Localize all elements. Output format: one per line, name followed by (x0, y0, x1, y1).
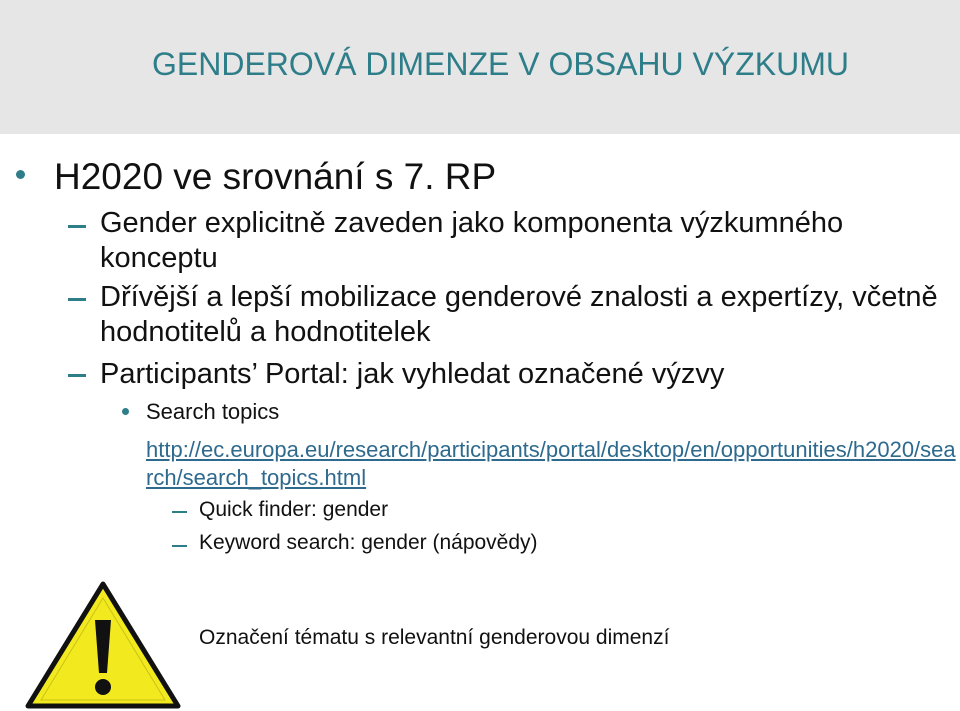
search-topics-label: Search topics (146, 399, 280, 424)
dash-icon (172, 545, 187, 547)
dash-icon (68, 298, 86, 301)
bullet-level1: H2020 ve srovnání s 7. RP (54, 156, 497, 197)
dash-icon (68, 225, 86, 228)
bullet-icon (122, 408, 129, 415)
sub-item-gender-explicit: Gender explicitně zaveden jako komponenta výzkumného konceptu (100, 207, 844, 274)
keyword-search-item: Keyword search: gender (nápovědy) (199, 531, 538, 554)
sub-item-mobilization: Dřívější a lepší mobilizace genderové znalosti a expertízy, včetně hodnotitelů a hodnotitelek (100, 281, 938, 348)
search-topics-link[interactable]: http://ec.europa.eu/research/participants/portal/desktop/en/opportunities/h2020/search/search_topics.html (146, 437, 956, 490)
sub-item-participants-portal: Participants’ Portal: jak vyhledat označené výzvy (100, 358, 725, 390)
search-topics-link-wrap (146, 436, 956, 492)
warning-icon (22, 578, 184, 710)
gender-dimension-note: Označení tématu s relevantní genderovou dimenzí (199, 626, 670, 649)
dash-icon (68, 374, 86, 377)
bullet-icon (16, 170, 25, 179)
dash-icon (172, 511, 187, 513)
quick-finder-item: Quick finder: gender (199, 498, 389, 521)
page-title: GENDEROVÁ DIMENZE V OBSAHU VÝZKUMU (152, 46, 849, 82)
